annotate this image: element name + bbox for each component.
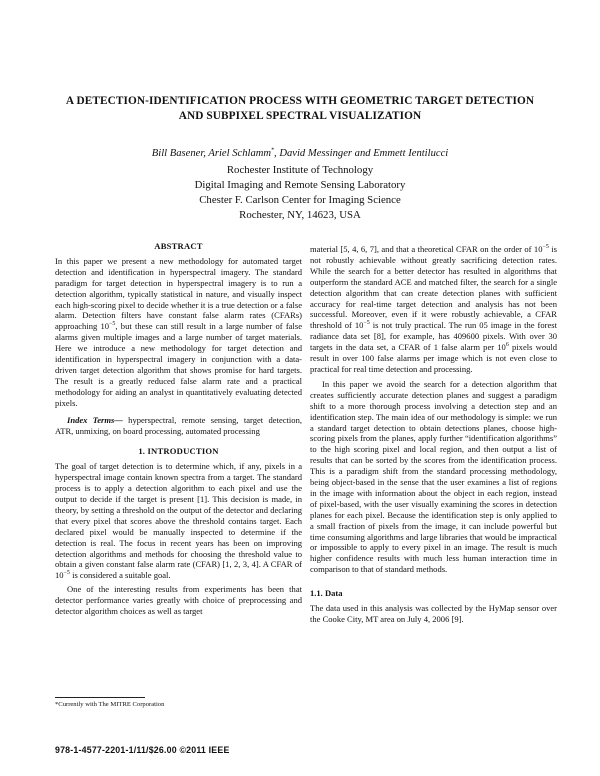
right-column xyxy=(310,244,557,625)
index-terms xyxy=(55,415,302,437)
right-paragraph-1 xyxy=(310,244,557,375)
affiliation-line: Digital Imaging and Remote Sensing Laboratory xyxy=(194,179,406,191)
data-subsection-heading: 1.1. Data xyxy=(310,588,343,599)
affiliation-line: Rochester, NY, 14623, USA xyxy=(239,209,361,221)
right-p1-exponent-3: 6 xyxy=(505,342,509,349)
intro-p1-a: The goal of target detection is to determine which, if any, pixels in a hyperspectral image contain known spectra from a target. The standard process is to apply a detection algorithm to each pixel and use the output to decide if the target is present [1]. This decision is made, in theory, by setting a threshold on the output of the detector and declaring that every pixel that scores above the threshold contains target. Each declared pixel would be manually inspected to determine if the detection is real. The focus in recent years has been on improving detection algorithms and methods for choosing the threshold value to obtain a given constant false alarm rate (CFAR) [1, 2, 3, 4]. A CFAR of 10 xyxy=(55,461,302,581)
title-line-1: A DETECTION-IDENTIFICATION PROCESS WITH GEOMETRIC TARGET DETECTION xyxy=(65,95,535,107)
index-terms-lead: Index Terms— xyxy=(67,414,123,425)
right-p1-b: is not robustly achievable without greatly sacrificing detection rates. While the search for a better detector has resulted in algorithms that outperform the standard ACE and matched filter, the search for a single detection algorithm that can create detection planes with sufficient accuracy for real-time target detection and analysis has not been successful. Moreover, even if it were robustly achievable, a CFAR threshold of 10 xyxy=(310,244,557,331)
right-p1-exponent: −5 xyxy=(542,244,549,251)
footnote: *Currently with The MITRE Corporation xyxy=(55,701,165,708)
intro-paragraph-2: One of the interesting results from experiments has been that detector performance varies greatly with choice of preprocessing and detector algorithm choices as well as target xyxy=(55,584,302,617)
abstract-exponent: −5 xyxy=(109,321,116,328)
copyright-line: 978-1-4577-2201-1/11/$26.00 ©2011 IEEE xyxy=(55,745,230,755)
abstract-text-b: , but these can still result in a large number of false alarms given multiple images and a large number of target materials. Here we introduce a new methodology for target detection and identification in hyperspectral imagery in conjunction with a data-driven target detection algorithm that shows promise for hard targets. The result is a greatly reduced false alarm rate and a practical methodology for aiding an analyst in quantitatively evaluating detected pixels. xyxy=(55,321,302,408)
intro-p1-exponent: −5 xyxy=(63,570,70,577)
left-column xyxy=(55,241,302,617)
right-p1-a: material [5, 4, 6, 7], and that a theoretical CFAR on the order of 10 xyxy=(310,244,543,254)
author-footnote-mark: * xyxy=(271,147,275,154)
title-line-2: AND SUBPIXEL SPECTRAL VISUALIZATION xyxy=(178,109,422,122)
footnote-rule xyxy=(55,697,145,698)
right-p1-exponent-2: −5 xyxy=(363,320,370,327)
affiliation-line: Chester F. Carlson Center for Imaging Science xyxy=(199,194,401,206)
right-paragraph-2: In this paper we avoid the search for a detection algorithm that creates sufficiently accurate detection planes and suggest a paradigm shift to a more thorough process involving a detection step and an identification step. The main idea of our methodology is simple: we run a standard target detection to obtain detections planes, choose high-scoring pixels from the planes, apply further “identification algorithms” to the high scoring pixel and local region, and then output a list of results that can be sorted by the scores from the identification process. This is a paradigm shift from the standard processing methodology, being object-based in the sense that the user examines a list of regions in the image with information about the object in each region, instead of pixel-based, with the user visually examining the scores in detection planes for each pixel. Because the identification step is only applied to a small fraction of pixels from the image, it can include powerful but time consuming algorithms and large libraries that would be impractical or impossible to apply to every pixel in an image. The result is much higher confidence results with much less human interaction time in comparison to that of standard methods. xyxy=(310,378,557,575)
data-paragraph: The data used in this analysis was collected by the HyMap sensor over the Cooke City, MT area on July 4, 2006 [9]. xyxy=(310,603,557,624)
affiliation-line: Rochester Institute of Technology xyxy=(226,164,374,176)
right-p1-c: is not truly practical. The run 05 image in the forest radiance data set [8], for example, has 409600 pixels. With over 30 targets in the data set, a CFAR of 1 false alarm per 10 xyxy=(310,320,557,353)
abstract-text xyxy=(55,256,302,409)
authors-part-1: Bill Basener, Ariel Schlamm xyxy=(151,148,272,159)
index-terms-text: hyperspectral, remote sensing, target detection, ATR, unmixing, on board processing, automated processing xyxy=(55,414,302,436)
paper-title xyxy=(40,94,560,123)
intro-paragraph-1 xyxy=(55,461,302,581)
intro-p1-b: is considered a suitable goal. xyxy=(69,570,171,581)
right-p1-d: pixels would result in over 100 false alarms per image which is not even close to practical for real time detection and processing. xyxy=(310,342,557,374)
author-list xyxy=(40,147,560,160)
abstract-heading: ABSTRACT xyxy=(154,241,203,251)
abstract-text-a: In this paper we present a new methodology for automated target detection and identification in hyperspectral imagery. The standard paradigm for target detection in hyperspectral imagery is to run a detection algorithm, typically statistical in nature, and visually inspect each high-scoring pixel to decide whether it is a true detection or a false alarm. Detection filters have constant false alarm rates (CFARs) approaching 10 xyxy=(55,255,302,332)
authors-part-2: , David Messinger and Emmett Ientilucci xyxy=(274,148,449,159)
affiliation-block xyxy=(40,163,560,223)
introduction-heading: 1. INTRODUCTION xyxy=(138,446,219,457)
